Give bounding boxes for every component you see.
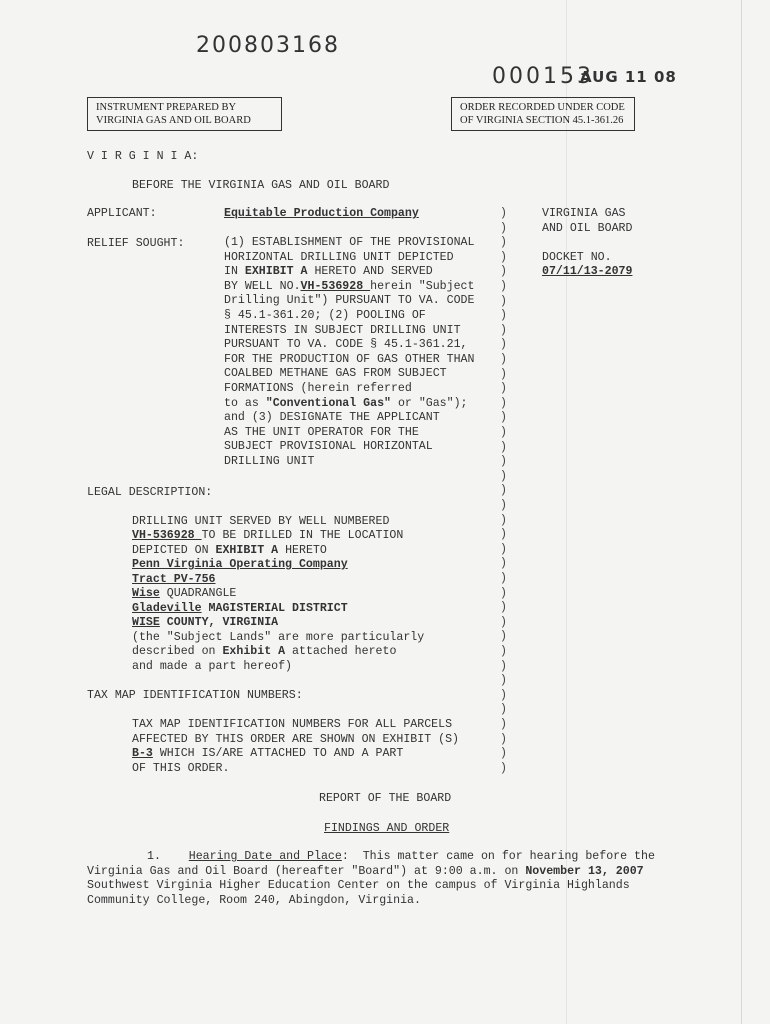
relief-line-pre: PURSUANT TO VA. CODE § 45.1-361.21, bbox=[224, 338, 468, 352]
closing-parenthesis: ) bbox=[500, 207, 507, 220]
district-rest: MAGISTERIAL DISTRICT bbox=[201, 602, 348, 615]
closing-parenthesis: ) bbox=[500, 411, 507, 425]
relief-line bbox=[224, 440, 433, 455]
legal-description-label: LEGAL DESCRIPTION: bbox=[87, 486, 213, 499]
closing-parenthesis: ) bbox=[500, 674, 507, 688]
quadrangle-line bbox=[132, 587, 236, 602]
docket-label: DOCKET NO. bbox=[542, 251, 612, 264]
relief-line-bold: VH-536928 bbox=[300, 279, 371, 293]
recorded-under-line2: OF VIRGINIA SECTION 45.1-361.26 bbox=[460, 115, 624, 126]
relief-line-pre: § 45.1-361.20; (2) POOLING OF bbox=[224, 309, 426, 322]
recorded-under-line1: ORDER RECORDED UNDER CODE bbox=[460, 102, 625, 113]
relief-line bbox=[224, 280, 474, 295]
hearing-number: 1. bbox=[147, 850, 161, 863]
tax-line-3-rest: WHICH IS/ARE ATTACHED TO AND A PART bbox=[152, 747, 404, 760]
subject-lands-line-3: and made a part hereof) bbox=[132, 660, 293, 673]
hearing-title: Hearing Date and Place bbox=[188, 850, 342, 863]
tract-number: Tract PV-756 bbox=[132, 573, 216, 586]
relief-line-pre: SUBJECT PROVISIONAL HORIZONTAL bbox=[224, 440, 433, 454]
relief-line bbox=[224, 367, 447, 382]
hearing-line-3: Southwest Virginia Higher Education Center on the campus of Virginia Highlands bbox=[87, 879, 630, 892]
relief-line-pre: INTERESTS IN SUBJECT DRILLING UNIT bbox=[224, 323, 461, 337]
relief-line-pre: IN bbox=[224, 265, 245, 279]
closing-parenthesis: ) bbox=[500, 761, 507, 775]
closing-parenthesis: ) bbox=[500, 426, 507, 439]
relief-line-pre: AS THE UNIT OPERATOR FOR THE bbox=[224, 425, 419, 439]
closing-parenthesis: ) bbox=[500, 280, 507, 293]
district-name: Gladeville bbox=[132, 602, 202, 615]
legal-line-3 bbox=[132, 544, 327, 559]
subject-lands-line-2-pre: described on bbox=[132, 645, 223, 658]
closing-parenthesis: ) bbox=[500, 630, 507, 644]
relief-line bbox=[224, 251, 454, 266]
relief-line bbox=[224, 397, 468, 412]
relief-line-pre: DRILLING UNIT bbox=[224, 455, 315, 468]
state-heading: V I R G I N I A: bbox=[87, 150, 199, 163]
hearing-line-1 bbox=[147, 850, 655, 865]
relief-line bbox=[224, 309, 426, 324]
closing-parenthesis: ) bbox=[500, 572, 507, 585]
tax-line-4: OF THIS ORDER. bbox=[132, 762, 230, 775]
prepared-by-box bbox=[87, 97, 282, 131]
subject-lands-line-2-post: attached hereto bbox=[285, 645, 397, 658]
relief-line bbox=[224, 426, 419, 441]
relief-line bbox=[224, 294, 474, 309]
relief-label: RELIEF SOUGHT: bbox=[87, 237, 185, 250]
county-line bbox=[132, 616, 278, 631]
closing-parenthesis: ) bbox=[500, 440, 507, 454]
closing-parenthesis: ) bbox=[500, 586, 507, 600]
closing-parenthesis: ) bbox=[500, 499, 507, 512]
operator-name: Penn Virginia Operating Company bbox=[132, 558, 348, 571]
closing-parenthesis: ) bbox=[500, 542, 507, 556]
closing-parenthesis: ) bbox=[500, 528, 507, 542]
relief-line-bold: "Conventional Gas" bbox=[265, 396, 391, 410]
relief-line-pre: Drilling Unit") PURSUANT TO VA. CODE bbox=[224, 294, 475, 308]
relief-line bbox=[224, 324, 461, 339]
well-number: VH-536928 bbox=[132, 529, 202, 542]
relief-line bbox=[224, 353, 474, 368]
legal-line-2 bbox=[132, 529, 403, 544]
tax-map-label: TAX MAP IDENTIFICATION NUMBERS: bbox=[87, 689, 303, 702]
closing-parenthesis: ) bbox=[500, 265, 507, 279]
relief-line bbox=[224, 236, 474, 251]
quadrangle-name: Wise bbox=[132, 587, 160, 600]
closing-parenthesis: ) bbox=[500, 323, 507, 337]
legal-exhibit-a: EXHIBIT A bbox=[215, 544, 279, 557]
closing-parenthesis: ) bbox=[500, 557, 507, 571]
closing-parenthesis: ) bbox=[500, 513, 507, 527]
relief-line-pre: HORIZONTAL DRILLING UNIT DEPICTED bbox=[224, 250, 454, 264]
relief-line bbox=[224, 455, 314, 470]
quadrangle-rest: QUADRANGLE bbox=[159, 587, 237, 600]
closing-parenthesis: ) bbox=[500, 732, 507, 746]
closing-parenthesis: ) bbox=[500, 703, 507, 717]
relief-line-pre: and (3) DESIGNATE THE APPLICANT bbox=[224, 411, 440, 425]
closing-parenthesis: ) bbox=[500, 659, 507, 673]
relief-line bbox=[224, 411, 440, 426]
closing-parenthesis: ) bbox=[500, 484, 507, 498]
tax-line-1: TAX MAP IDENTIFICATION NUMBERS FOR ALL PARCELS bbox=[132, 718, 453, 731]
closing-parenthesis: ) bbox=[500, 382, 507, 396]
relief-line bbox=[224, 382, 412, 397]
legal-line-3-post: HERETO bbox=[278, 544, 327, 557]
legal-line-1: DRILLING UNIT SERVED BY WELL NUMBERED bbox=[132, 515, 390, 528]
closing-parenthesis: ) bbox=[500, 294, 507, 308]
relief-line bbox=[224, 265, 433, 280]
board-name-line2: AND OIL BOARD bbox=[542, 222, 633, 235]
relief-line-pre: (1) ESTABLISHMENT OF THE PROVISIONAL bbox=[224, 236, 475, 249]
closing-parenthesis: ) bbox=[500, 601, 507, 615]
docket-number: 07/11/13-2079 bbox=[542, 265, 633, 278]
instrument-number-stamp: 200803168 bbox=[196, 33, 340, 58]
before-board-line: BEFORE THE VIRGINIA GAS AND OIL BOARD bbox=[132, 179, 390, 192]
relief-line-pre: FORMATIONS (herein referred bbox=[224, 382, 412, 395]
applicant-name: Equitable Production Company bbox=[224, 207, 419, 220]
hearing-line-2 bbox=[87, 865, 644, 880]
recorded-under-box bbox=[451, 97, 635, 131]
closing-parenthesis: ) bbox=[500, 688, 507, 702]
county-name: WISE bbox=[132, 616, 160, 629]
page-edge-line bbox=[741, 0, 742, 1024]
tax-line-2: AFFECTED BY THIS ORDER ARE SHOWN ON EXHIBIT (S) bbox=[132, 733, 459, 746]
district-line bbox=[132, 602, 348, 617]
closing-parenthesis: ) bbox=[500, 469, 507, 483]
closing-parenthesis: ) bbox=[500, 309, 507, 323]
closing-parenthesis: ) bbox=[500, 236, 507, 250]
closing-parenthesis: ) bbox=[500, 367, 507, 381]
closing-parenthesis: ) bbox=[500, 396, 507, 410]
subject-lands-line-1: (the "Subject Lands" are more particularly bbox=[132, 631, 425, 644]
prepared-by-line2: VIRGINIA GAS AND OIL BOARD bbox=[96, 115, 251, 126]
report-heading: REPORT OF THE BOARD bbox=[319, 792, 452, 805]
relief-line-post: HERETO AND SERVED bbox=[307, 265, 433, 279]
book-page-stamp: 000153 bbox=[492, 64, 594, 89]
relief-line-post: or "Gas"); bbox=[390, 396, 468, 410]
hearing-line-4: Community College, Room 240, Abingdon, Virginia. bbox=[87, 894, 421, 907]
tax-exhibit-ref: B-3 bbox=[132, 747, 153, 760]
closing-parenthesis: ) bbox=[500, 747, 507, 761]
county-rest: COUNTY, VIRGINIA bbox=[159, 616, 279, 629]
relief-line-post: herein "Subject bbox=[370, 279, 475, 293]
legal-line-3-pre: DEPICTED ON bbox=[132, 544, 216, 557]
legal-line-2-rest: TO BE DRILLED IN THE LOCATION bbox=[201, 529, 404, 542]
relief-line-pre: BY WELL NO. bbox=[224, 279, 301, 293]
subject-lands-line-2 bbox=[132, 645, 396, 660]
findings-heading: FINDINGS AND ORDER bbox=[324, 822, 450, 835]
applicant-label: APPLICANT: bbox=[87, 207, 157, 220]
board-name-line1: VIRGINIA GAS bbox=[542, 207, 626, 220]
subject-lands-exhibit-a: Exhibit A bbox=[222, 645, 286, 658]
relief-line-pre: FOR THE PRODUCTION OF GAS OTHER THAN bbox=[224, 352, 475, 366]
closing-parenthesis: ) bbox=[500, 615, 507, 629]
relief-line-pre: COALBED METHANE GAS FROM SUBJECT bbox=[224, 367, 447, 381]
hearing-date: November 13, 2007 bbox=[525, 865, 644, 878]
hearing-line-1-rest: : This matter came on for hearing before the bbox=[341, 850, 655, 863]
closing-parenthesis: ) bbox=[500, 353, 507, 366]
prepared-by-line1: INSTRUMENT PREPARED BY bbox=[96, 102, 237, 113]
tax-line-3 bbox=[132, 747, 403, 762]
hearing-line-2-pre: Virginia Gas and Oil Board (hereafter "Board") at 9:00 a.m. on bbox=[87, 865, 526, 878]
closing-parenthesis: ) bbox=[500, 221, 507, 235]
closing-parenthesis: ) bbox=[500, 338, 507, 352]
closing-parenthesis: ) bbox=[500, 455, 507, 469]
date-stamp: AUG 11 08 bbox=[580, 68, 677, 86]
closing-parenthesis: ) bbox=[500, 645, 507, 658]
closing-parenthesis: ) bbox=[500, 250, 507, 264]
relief-line bbox=[224, 338, 468, 353]
relief-line-pre: to as bbox=[224, 396, 266, 410]
closing-parenthesis: ) bbox=[500, 718, 507, 731]
relief-line-bold: EXHIBIT A bbox=[244, 265, 308, 279]
